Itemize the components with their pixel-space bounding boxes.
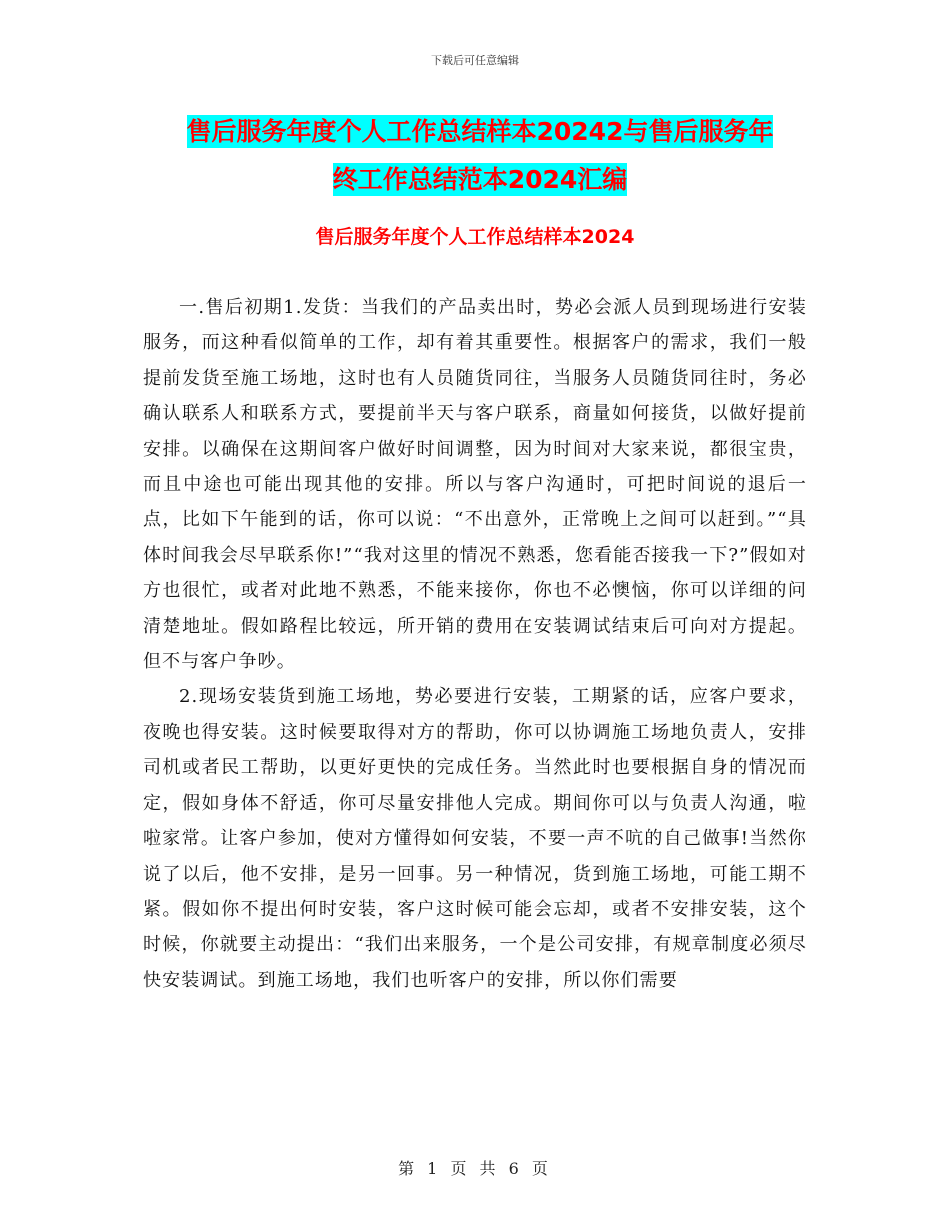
document-title-line-2: 终工作总结范本2024汇编 — [332, 165, 628, 194]
document-body — [143, 290, 807, 998]
page-header-note: 下载后可任意编辑 — [431, 54, 519, 67]
section-title: 售后服务年度个人工作总结样本2024 — [315, 226, 635, 248]
document-title-line-1: 售后服务年度个人工作总结样本20242与售后服务年 — [186, 117, 774, 146]
paragraph-1: 一.售后初期1.发货：当我们的产品卖出时，势必会派人员到现场进行安装服务，而这种看似简单的工作，却有着其重要性。根据客户的需求，我们一般提前发货至施工场地，这时也有人员随货同往，当服务人员随货同往时，务必确认联系人和联系方式，要提前半天与客户联系，商量如何接货，以做好提前安排。以确保在这期间客户做好时间调整，因为时间对大家来说，都很宝贵，而且中途也可能出现其他的安排。所以与客户沟通时，可把时间说的退后一点，比如下午能到的话，你可以说：“不出意外，正常晚上之间可以赶到。”“具体时间我会尽早联系你!”“我对这里的情况不熟悉，您看能否接我一下?”假如对方也很忙，或者对此地不熟悉，不能来接你，你也不必懊恼，你可以详细的问清楚地址。假如路程比较远，所开销的费用在安装调试结束后可向对方提起。但不与客户争吵。 — [143, 297, 807, 673]
paragraph-2: 2.现场安装货到施工场地，势必要进行安装，工期紧的话，应客户要求，夜晚也得安装。这时候要取得对方的帮助，你可以协调施工场地负责人，安排司机或者民工帮助，以更好更快的完成任务。当然此时也要根据自身的情况而定，假如身体不舒适，你可尽量安排他人完成。期间你可以与负责人沟通，啦啦家常。让客户参加，使对方懂得如何安装，不要一声不吭的自己做事!当然你说了以后，他不安排，是另一回事。另一种情况，货到施工场地，可能工期不紧。假如你不提出何时安装，客户这时候可能会忘却，或者不安排安装，这个时候，你就要主动提出：“我们出来服务，一个是公司安排，有规章制度必须尽快安装调试。到施工场地，我们也听客户的安排，所以你们需要 — [143, 686, 807, 991]
document-title — [140, 108, 820, 204]
page-number: 第 1 页 共 6 页 — [398, 1159, 552, 1178]
